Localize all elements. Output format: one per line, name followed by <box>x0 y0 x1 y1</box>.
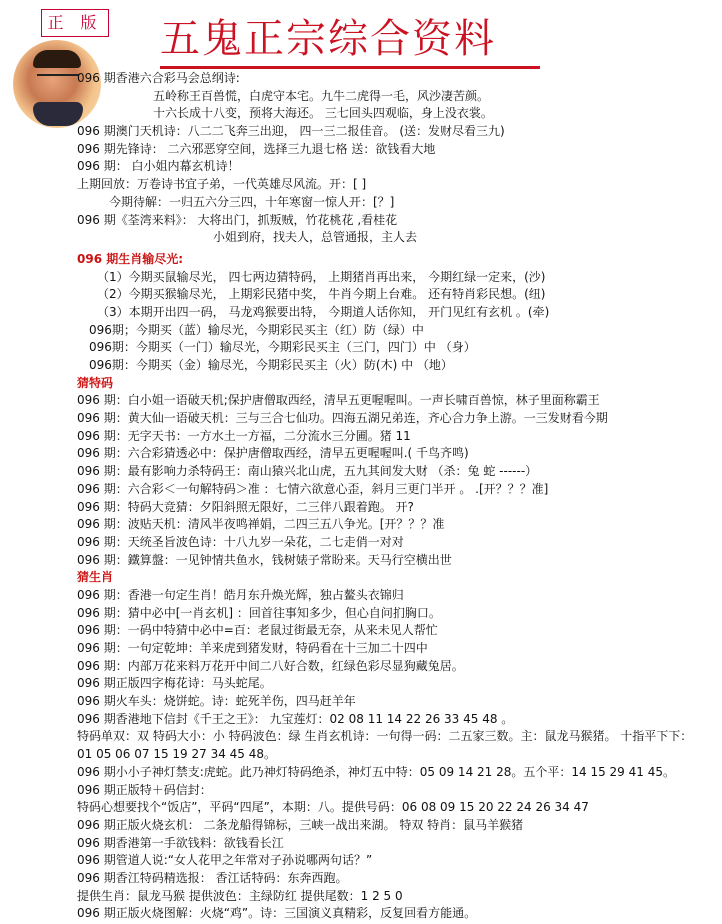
text-line: 096 期正版火烧玄机： 二条龙船得锦标，三峡一战出来湖。 特双 特肖：鼠马羊猴猪 <box>77 817 524 832</box>
text-line: 096 期：特码大竞猜：夕阳斜照无限好，二三伴八跟着跑。 开? <box>77 499 414 514</box>
text-line: 096 期火车头：烧饼蛇。诗：蛇死羊伤，四马赶羊年 <box>77 694 356 709</box>
text-line: （2）今期买猴输尽光， 上期彩民猪中奖， 牛肖今期上台难。 还有特肖彩民想。(纽) <box>97 287 546 302</box>
page-title: 五鬼正宗综合资料 <box>160 12 540 69</box>
text-line: 096 期：内部万花来料万花开中间二八好合数，红绿色彩尽显狗藏兔居。 <box>77 658 464 673</box>
text-line: 096期；今期买（蓝）输尽光，今期彩民买主（红）防（绿）中 <box>89 322 424 337</box>
text-line: 特码单双：双 特码大小：小 特码波色：绿 生肖玄机诗：一句得一码：二五家三数。主：鼠龙马猴猪。 十指平下下：01 05 06 07 15 19 27 34 45 48。 <box>77 729 693 762</box>
edition-stamp: 正 版 <box>41 9 109 37</box>
text-line: 096 期： 白小姐内幕玄机诗！ <box>77 159 240 174</box>
text-line: 096 期：白小姐一语破天机;保护唐僧取西经，清早五更喔喔叫。一声长啸百兽惊，林子里面称霸王 <box>77 393 600 408</box>
section-heading: 096 期生肖输尽光: <box>77 251 184 266</box>
text-line: 096 期香港六合彩马会总纲诗: <box>77 71 240 85</box>
text-line: 096 期香江特码精选报： 香江话特码：东奔西跑。 <box>77 870 348 885</box>
portrait-suit <box>33 102 83 126</box>
text-line: 小姐到府，找夫人，总管通报，主人去 <box>213 230 418 245</box>
text-line: 096 期：天统圣旨波色诗：十八九岁一朵花，二七走俏一对对 <box>77 534 404 549</box>
section-heading: 猜生肖 <box>77 570 114 585</box>
text-line: 096 期先锋诗： 二六邪恶穿空间，选择三九退七格 送：欲钱看大地 <box>77 141 436 156</box>
text-line: 五岭称王百兽慌，白虎守本宅。九牛二虎得一毛，风沙凄苦颜。 <box>153 88 490 103</box>
text-line: 096 期正版火烧图解：火烧“鸡”。诗：三国演义真精彩，反复回看方能通。 <box>77 906 477 921</box>
text-line: 096 期《荃湾来料》： 大将出门，抓叛贼，竹花桃花 ,看桂花 <box>77 212 398 227</box>
text-line: 096 期：猜中必中[一肖玄机] ：回首往事知多少，但心自问扪胸口。 <box>77 605 441 620</box>
text-line: （1）今期买鼠输尽光， 四七两边猜特码， 上期猪肖再出来， 今期红绿一定来，(沙) <box>97 269 546 284</box>
text-line: 096 期：六合彩猜透必中：保护唐僧取西经，清早五更喔喔叫.( 千鸟齐鸣) <box>77 446 469 461</box>
text-line: 096期：今期买（一门）输尽光，今期彩民买主（三门，四门）中 （身） <box>89 340 476 355</box>
text-line: 096 期：一句定乾坤：羊来虎到猪发财，特码看在十三加二十四中 <box>77 641 428 655</box>
text-line: 096 期：波贴天机：清风半夜鸣禅娟，二四三五八争光。[开？？？准 <box>77 517 445 532</box>
text-line: 096 期正版四字梅花诗：马头蛇尾。 <box>77 676 272 691</box>
text-line: 上期回放：万卷诗书宜子弟，一代英雄尽风流。开：[ ] <box>77 177 367 192</box>
text-line: 十六长成十八变，预将大海还。 三七回头四观临，身上没衣裳。 <box>153 106 493 121</box>
text-line: 今期待解：一归五六分三四，十年寒窗一惊人开：[？] <box>109 194 395 209</box>
text-line: 096 期香港第一手欲钱料：欲钱看长江 <box>77 835 284 850</box>
portrait-glasses <box>37 74 79 84</box>
text-line: 096期：今期买（金）输尽光，今期彩民买主（火）防(木) 中 （地） <box>89 358 453 372</box>
text-line: 096 期：一码中特猜中必中=百：老鼠过街最无奈，从来未见人帮忙 <box>77 623 438 638</box>
text-line: 096 期小小子神灯禁支:虎蛇。此乃神灯特码绝杀，神灯五中特：05 09 14 21 28。五个平：14 15 29 41 45。 <box>77 764 675 779</box>
text-line: 提供生肖：鼠龙马猴 提供波色：主绿防红 提供尾数：1 2 5 0 <box>77 888 403 903</box>
portrait-hair <box>33 50 81 68</box>
text-line: 096 期：最有影响力杀特码王：南山猿兴北山虎，五九其间发大财 （杀：兔 蛇 ------） <box>77 464 538 479</box>
text-line: 096 期：香港一句定生肖！皓月东升焕光辉，独占鳌头衣锦归 <box>77 587 404 602</box>
text-line: 096 期：无字天书：一方水土一方福，二分流水三分圃。猪 11 <box>77 428 411 443</box>
text-line: 096 期澳门天机诗：八二二飞奔三出迎， 四一三二报佳音。 (送：发财尽看三九) <box>77 124 505 139</box>
section-heading: 猜特码 <box>77 375 114 390</box>
text-line: 096 期管道人说:“女人花甲之年常对子孙说哪两句话？” <box>77 853 373 868</box>
text-line: 096 期：六合彩＜一句解特码＞准 ：七情六欲意心歪，斜月三更门半开 。 .[开？？？准] <box>77 481 549 496</box>
document-body <box>77 70 707 923</box>
text-line: 096 期：鐵算盤：一见钟情共鱼水，钱树婊子常盼来。天马行空横出世 <box>77 552 452 567</box>
text-line: 096 期香港地下信封《千王之王》： 九宝莲灯：02 08 11 14 22 26 33 45 48 。 <box>77 711 514 726</box>
text-line: 特码心想要找个“饭店”，平码“四尾”，本期：八。提供号码：06 08 09 15 20 22 24 26 34 47 <box>77 800 589 815</box>
text-line: 096 期：黄大仙一语破天机：三与三合七仙功。四海五湖兄弟连，齐心合力争上游。一三发财看今期 <box>77 411 608 426</box>
text-line: （3）本期开出四一码， 马龙鸡猴要出特， 今期道人话你知， 开门见红有玄机 。(牵) <box>97 304 550 319</box>
text-line: 096 期正版特＋码信封： <box>77 782 212 797</box>
